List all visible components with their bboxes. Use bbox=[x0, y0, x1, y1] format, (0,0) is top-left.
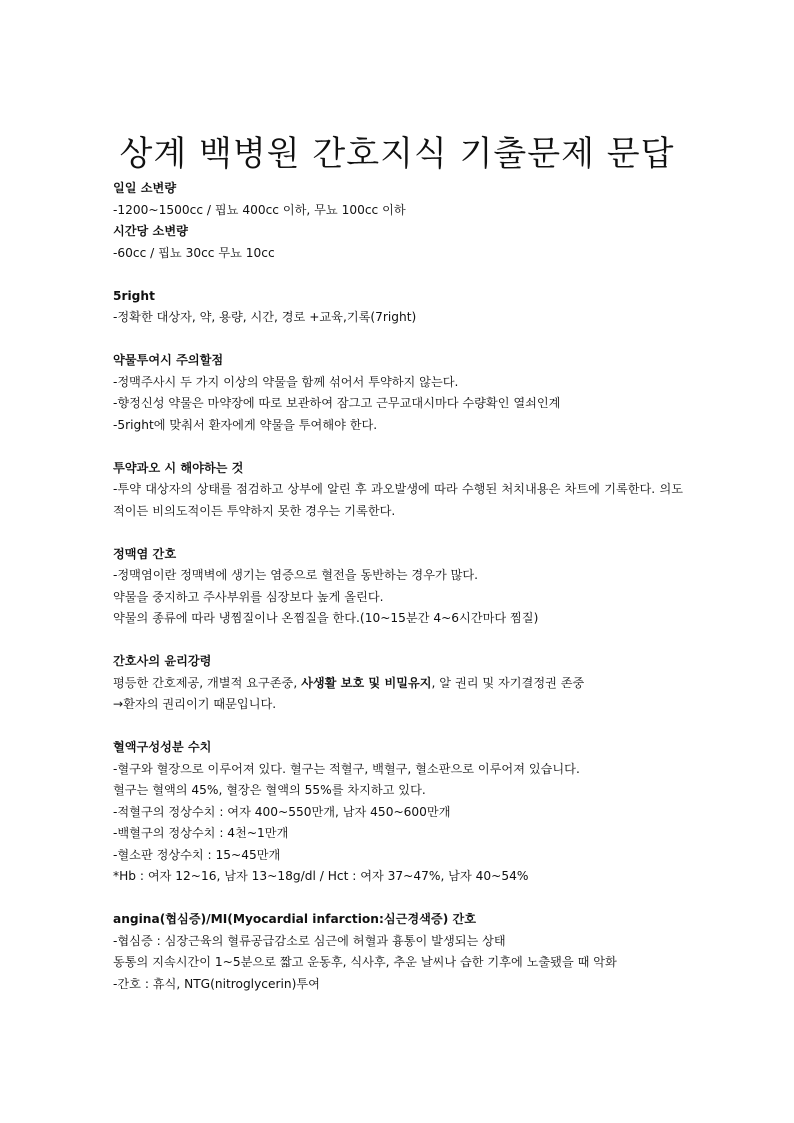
section-gap bbox=[113, 716, 683, 738]
section-heading-urine-daily: 일일 소변량 bbox=[113, 181, 177, 195]
nurse-ethics-line-1 bbox=[113, 673, 683, 695]
section-gap bbox=[113, 630, 683, 652]
medication-error-paragraph: -투약 대상자의 상태를 점검하고 상부에 알린 후 과오발생에 따라 수행된 처치내용은 차트에 기록한다. 의도적이든 비의도적이든 투약하지 못한 경우는 기록한다. bbox=[113, 482, 683, 518]
section-gap bbox=[113, 264, 683, 286]
angina-paragraph: 동통의 지속시간이 1~5분으로 짧고 운동후, 식사후, 추운 날씨나 습한 기후에 노출됐을 때 악화 bbox=[113, 955, 617, 969]
section-heading-medication-error: 투약과오 시 해야하는 것 bbox=[113, 460, 244, 475]
blood-components-line-1: -혈구와 혈장으로 이루어져 있다. 혈구는 적혈구, 백혈구, 혈소판으로 이루어져 있습니다. bbox=[113, 761, 580, 776]
urine-daily-line: -1200~1500cc / 핍뇨 400cc 이하, 무뇨 100cc 이하 bbox=[113, 202, 406, 217]
nurse-ethics-bold-text: 사생활 보호 및 비밀유지 bbox=[301, 675, 432, 690]
drug-caution-line-3: -5right에 맞춰서 환자에게 약물을 투여해야 한다. bbox=[113, 417, 378, 432]
section-gap bbox=[113, 522, 683, 544]
section-heading-nurse-ethics: 간호사의 윤리강령 bbox=[113, 654, 212, 668]
five-right-line: -정확한 대상자, 약, 용량, 시간, 경로 +교육,기록(7right) bbox=[113, 310, 417, 324]
nurse-ethics-text-b: , 알 권리 및 자기결정권 존중 bbox=[431, 675, 585, 690]
section-heading-blood-components: 혈액구성성분 수치 bbox=[113, 740, 212, 754]
phlebitis-line-2: 약물을 중지하고 주사부위를 심장보다 높게 올린다. bbox=[113, 589, 384, 604]
section-heading-urine-hourly: 시간당 소변량 bbox=[113, 224, 188, 238]
angina-line-3: -간호 : 휴식, NTG(nitroglycerin)투여 bbox=[113, 976, 320, 991]
section-gap bbox=[113, 329, 683, 351]
phlebitis-line-1: -정맥염이란 정맥벽에 생기는 염증으로 혈전을 동반하는 경우가 많다. bbox=[113, 568, 479, 582]
urine-hourly-line: -60cc / 핍뇨 30cc 무뇨 10cc bbox=[113, 245, 275, 260]
page-title: 상계 백병원 간호지식 기출문제 문답 bbox=[119, 134, 675, 174]
section-gap bbox=[113, 436, 683, 458]
nurse-ethics-line-2: →환자의 권리이기 때문입니다. bbox=[113, 697, 277, 711]
drug-caution-line-2: -향정신성 약물은 마약장에 따로 보관하여 잠그고 근무교대시마다 수량확인 열쇠인계 bbox=[113, 396, 561, 410]
blood-components-line-5: -혈소판 정상수치 : 15~45만개 bbox=[113, 847, 281, 862]
section-gap bbox=[113, 888, 683, 910]
blood-components-line-4: -백혈구의 정상수치 : 4천~1만개 bbox=[113, 826, 289, 840]
blood-components-line-6: *Hb : 여자 12~16, 남자 13~18g/dl / Hct : 여자 37~47%, 남자 40~54% bbox=[113, 869, 529, 883]
drug-caution-line-1: -정맥주사시 두 가지 이상의 약물을 함께 섞어서 투약하지 않는다. bbox=[113, 374, 459, 389]
section-heading-drug-caution: 약물투여시 주의할점 bbox=[113, 353, 224, 367]
document-body bbox=[113, 178, 683, 995]
section-heading-five-right: 5right bbox=[113, 288, 155, 303]
phlebitis-line-3: 약물의 종류에 따라 냉찜질이나 온찜질을 한다.(10~15분간 4~6시간마다 찜질) bbox=[113, 611, 539, 625]
section-heading-angina: angina(협심증)/MI(Myocardial infarction:심근경색증) 간호 bbox=[113, 912, 477, 926]
blood-components-line-2: 혈구는 혈액의 45%, 혈장은 혈액의 55%를 차지하고 있다. bbox=[113, 783, 426, 797]
section-heading-phlebitis: 정맥염 간호 bbox=[113, 546, 177, 561]
nurse-ethics-text-a: 평등한 간호제공, 개별적 요구존중, bbox=[113, 675, 302, 690]
blood-components-line-3: -적혈구의 정상수치 : 여자 400~550만개, 남자 450~600만개 bbox=[113, 804, 451, 819]
angina-line-1: -협심증 : 심장근육의 혈류공급감소로 심근에 허혈과 흉통이 발생되는 상태 bbox=[113, 933, 506, 948]
